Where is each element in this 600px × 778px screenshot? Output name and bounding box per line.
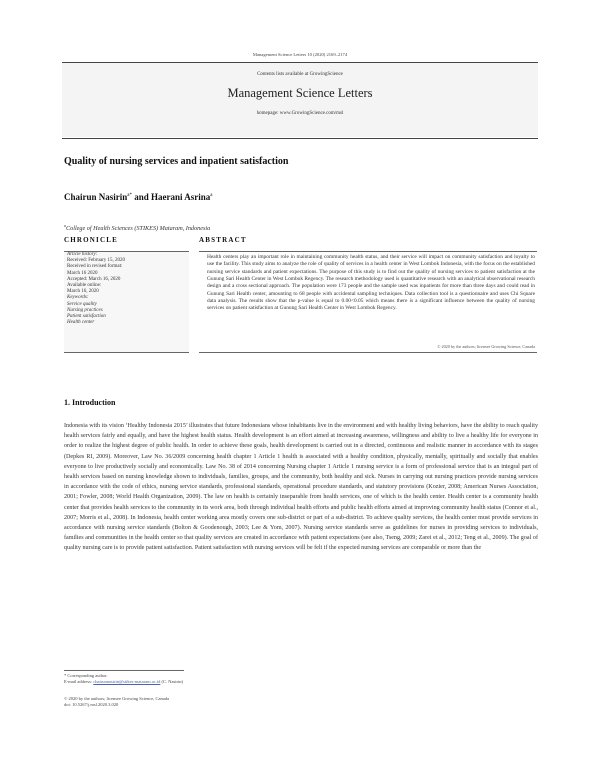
top-rule xyxy=(62,62,538,63)
chronicle-line: Patient satisfaction xyxy=(67,314,106,320)
chronicle-line: Received: February 15, 2020 xyxy=(67,258,126,264)
bottom-copyright: © 2020 by the authors; licensee Growing Science, Canada xyxy=(64,696,170,701)
chronicle-line: Article history: xyxy=(67,252,98,257)
journal-homepage: homepage: www.GrowingScience.com/msl xyxy=(256,111,344,116)
author-list xyxy=(64,192,213,202)
chronicle-line: Keywords: xyxy=(67,295,89,301)
affiliation xyxy=(64,223,210,232)
chronicle-line: Service quality xyxy=(67,301,97,307)
affiliation-sup: a xyxy=(64,223,66,228)
introduction-heading: 1. Introduction xyxy=(64,398,116,407)
chronicle-box xyxy=(64,251,189,353)
author-sup: a* xyxy=(127,193,132,198)
availability-line: Contents lists available at GrowingScience xyxy=(257,72,343,77)
corresponding-author-note: * Corresponding author. xyxy=(64,673,108,678)
author-name: Chairun Nasirin xyxy=(64,192,128,202)
abstract-text: Health centers play an important role in maintaining community health status, and their service will impact on community satisfaction and loyalty to use the facility. This study aims to analyze the role of quality of services in a health center in West Lombok Indonesia, with the focus on the established nursing service standards and patient expectations. The purpose of this study is to find out the quality of nursing services to patient satisfaction at the Gunung Sari Health Center in West Lombok Regency. The research methodology used is quantitative research with an analytical observational research design and a cross sectional approach. The population were 173 people and the sample used was inpatients for more than three days and could read in Gunung Sari Health center, amounting to 68 people with accidental sampling techniques. Data collection tool is a questionnaire and uses Chi Square data analysis. The results show that the p-value is equal to 0.00<0.05 which means there is a significant influence between the quality of nursing services on patient satisfaction at Gunung Sari Health Center in West Lombok Regency. xyxy=(207,254,535,312)
chronicle-heading: CHRONICLE xyxy=(64,236,118,244)
article-title: Quality of nursing services and inpatient satisfaction xyxy=(64,156,289,167)
journal-title: Management Science Letters xyxy=(227,86,373,100)
chronicle-line: Accepted: March 16, 2020 xyxy=(67,276,121,282)
footnote-rule xyxy=(64,670,184,671)
chronicle-lines xyxy=(64,252,189,326)
email-label: E-mail address: xyxy=(64,679,94,685)
affiliation-text: College of Health Sciences (STIKES) Mataram, Indonesia xyxy=(66,225,211,233)
chronicle-line: Received in revised format: xyxy=(67,264,123,270)
email-line xyxy=(64,679,183,685)
email-suffix: (C. Nasirin) xyxy=(160,679,183,685)
bottom-info xyxy=(64,696,169,708)
doi-line: doi: 10.5267/j.msl.2020.3.020 xyxy=(64,702,119,708)
journal-masthead xyxy=(62,63,538,137)
footnote xyxy=(64,673,183,685)
running-head: Management Science Letters 10 (2020) 2169–2174 xyxy=(252,52,348,57)
author-joiner: and xyxy=(132,192,152,202)
abstract-copyright: © 2020 by the authors; licensee Growing Science, Canada xyxy=(437,344,535,349)
masthead-bottom-rule xyxy=(62,138,538,139)
email-link[interactable]: chairunnasirin@stikes-mataram.ac.id xyxy=(93,679,161,685)
chronicle-line: March 16 2020 xyxy=(67,270,98,276)
introduction-body: Indonesia with its vision ‘Healthy Indonesia 2015’ illustrates that future Indonesians whose inhabitants live in the environment and with healthy living behaviors, have the ability to reach quality health services fairly and equally, and have the highest health status. Health development is an effort aimed at increasing awareness, willingness and ability to live a healthy life for everyone in order to realize the highest degree of public health. In order to achieve these goals, health development is carried out in a directed, continuous and realistic manner in accordance with its stages (Depkes RI, 2009). Moreover, Law No. 36/2009 concerning health chapter 1 Article 1 health is associated with a healthy condition, physically, mentally, spiritually and socially that enables everyone to live productively socially and economically. Law No. 38 of 2014 concerning Nursing chapter 1 Article 1 nursing service is a form of professional service that is an integral part of health services based on nursing knowledge shown to individuals, families, groups, and the community, both healthy and sick. Nurses in carrying out nursing practices provide nursing services in accordance with the code of ethics, nursing service standards, professional standards, operational procedure standards, and statutory provisions (Kozier, 2008; American Nurses Association, 2001; Fowler, 2008; World Health Organization, 2009). The law on health is certainly inseparable from health services, one of which is the health center. Health center is a community health center that provides health services to the community in its work area, both through individual health efforts and public health efforts aimed at improving community health status (Connor et al., 2007; Morris et al., 2008). In Indonesia, health center working area mostly covers one sub-district or part of a sub-district. To achieve quality services, the health center must provide services in accordance with nursing service standards (Bolton & Goodenough, 2003; Lee & Yom, 2007). Nursing service standards serve as guidelines for nurses in providing services to individuals, families and communities in the health center so that quality services are created in accordance with patient expectations (see also, Tseng, 2009; Zarei et al., 2012; Teng et al., 2009). The goal of quality nursing care is to provide patient satisfaction. Patient satisfaction with nursing services will be felt if the expected nursing services are comparable or more than the xyxy=(64,423,538,552)
author-name: Haerani Asrina xyxy=(151,192,211,202)
abstract-heading: ABSTRACT xyxy=(199,236,247,244)
chronicle-line: Health center xyxy=(67,320,95,326)
chronicle-line: Nursing practices xyxy=(67,307,103,313)
author-sup: a xyxy=(210,193,213,198)
chronicle-line: March 16, 2020 xyxy=(67,289,99,295)
abstract-box xyxy=(199,251,537,353)
chronicle-line: Available online: xyxy=(67,283,102,289)
